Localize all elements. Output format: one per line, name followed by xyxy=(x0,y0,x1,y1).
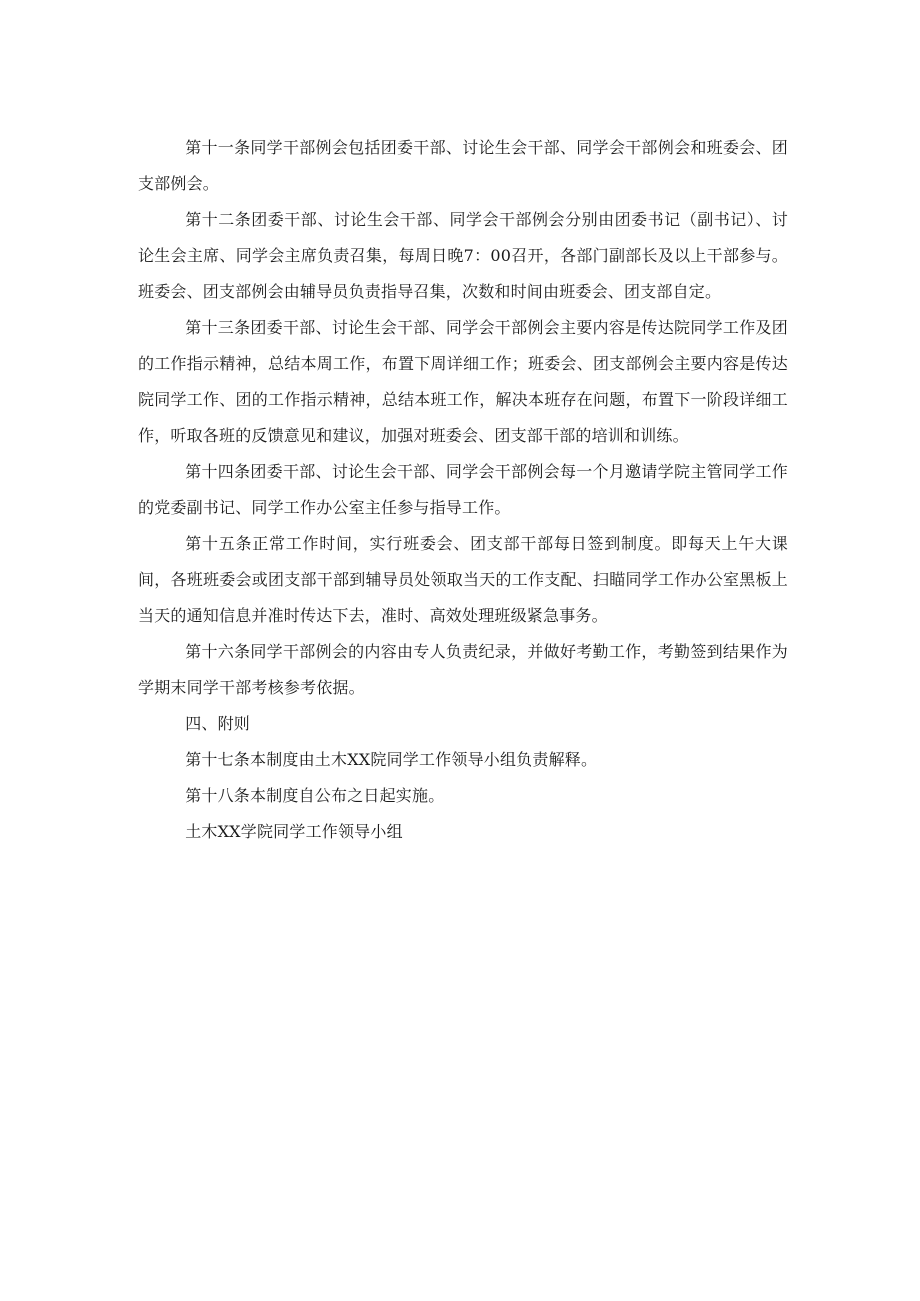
signature: 土木XX学院同学工作领导小组 xyxy=(185,822,403,841)
article-17: 第十七条本制度由土木XX院同学工作领导小组负责解释。 xyxy=(185,750,598,769)
document-page xyxy=(138,130,788,850)
article-13: 第十三条团委干部、讨论生会干部、同学会干部例会主要内容是传达院同学工作及团的工作指示精神，总结本周工作，布置下周详细工作；班委会、团支部例会主要内容是传达院同学工作、团的工作指示精神，总结本班工作，解决本班存在问题，布置下一阶段详细工作，听取各班的反馈意见和建议，加强对班委会、团支部干部的培训和训练。 xyxy=(138,318,788,445)
article-16: 第十六条同学干部例会的内容由专人负责纪录，并做好考勤工作，考勤签到结果作为学期末同学干部考核参考依据。 xyxy=(138,642,788,697)
section-heading-appendix: 四、附则 xyxy=(185,714,250,733)
article-15: 第十五条正常工作时间，实行班委会、团支部干部每日签到制度。即每天上午大课间，各班班委会或团支部干部到辅导员处领取当天的工作支配、扫瞄同学工作办公室黑板上当天的通知信息并准时传达下去，准时、高效处理班级紧急事务。 xyxy=(138,534,788,625)
article-12: 第十二条团委干部、讨论生会干部、同学会干部例会分别由团委书记（副书记）、讨论生会主席、同学会主席负责召集，每周日晚7：00召开，各部门副部长及以上干部参与。班委会、团支部例会由辅导员负责指导召集，次数和时间由班委会、团支部自定。 xyxy=(138,210,788,301)
article-11: 第十一条同学干部例会包括团委干部、讨论生会干部、同学会干部例会和班委会、团支部例会。 xyxy=(138,138,788,193)
article-14: 第十四条团委干部、讨论生会干部、同学会干部例会每一个月邀请学院主管同学工作的党委副书记、同学工作办公室主任参与指导工作。 xyxy=(138,462,788,517)
article-18: 第十八条本制度自公布之日起实施。 xyxy=(185,786,445,805)
